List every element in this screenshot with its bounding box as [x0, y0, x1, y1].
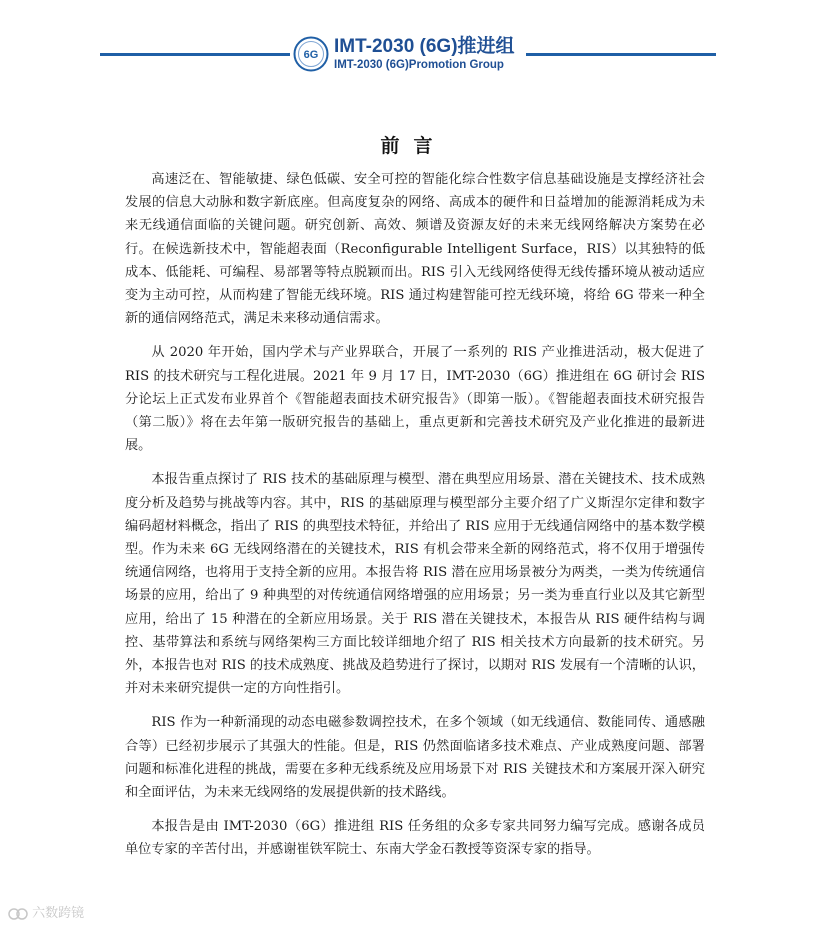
watermark-text: 六数跨镜 [32, 906, 85, 921]
paragraph: 本报告是由 IMT-2030（6G）推进组 RIS 任务组的众多专家共同努力编写完成。感谢各成员单位专家的辛苦付出，并感谢崔铁军院士、东南大学金石教授等资深专家的指导。 [125, 819, 705, 858]
paragraph: 本报告重点探讨了 RIS 技术的基础原理与模型、潜在典型应用场景、潜在关键技术、技术成熟度分析及趋势与挑战等内容。其中，RIS 的基础原理与模型部分主要介绍了广义斯涅尔定律和数字编码超材料概念，指出了 RIS 的典型技术特征，并给出了 RIS 应用于无线通信网络中的基本数学模型。作为未来 6G 无线网络潜在的关键技术，RIS 有机会带来全新的网络范式，将不仅用于增强传统通信网络，也将用于支持全新的应用。本报告将 RIS 潜在应用场景被分为两类，一类为传统通信场景的应用，给出了 9 种典型的对传统通信网络增强的应用场景；另一类为垂直行业以及其它新型应用，给出了 15 种潜在的全新应用场景。关于 RIS 潜在关键技术，本报告从 RIS 硬件结构与调控、基带算法和系统与网络架构三方面比较详细地介绍了 RIS 相关技术方向最新的技术研究。另外，本报告也对 RIS 的技术成熟度、挑战及趋势进行了探讨，以期对 RIS 发展有一个清晰的认识，并对未来研究提供一定的方向性指引。 [125, 472, 705, 697]
paragraph: 从 2020 年开始，国内学术与产业界联合，开展了一系列的 RIS 产业推进活动，极大促进了 RIS 的技术研究与工程化进展。2021 年 9 月 17 日，IMT-2030（6G）推进组在 6G 研讨会 RIS 分论坛上正式发布业界首个《智能超表面技术研究报告》（即第一版）。《智能超表面技术研究报告（第二版）》将在去年第一版研究报告的基础上，重点更新和完善技术研究及产业化推进的最新进展。 [125, 345, 705, 454]
org-name [334, 36, 515, 72]
paragraph: 高速泛在、智能敏捷、绿色低碳、安全可控的智能化综合性数字信息基础设施是支撑经济社会发展的信息大动脉和数字新底座。但高度复杂的网络、高成本的硬件和日益增加的能源消耗成为未来无线通信面临的关键问题。研究创新、高效、频谱及资源友好的未来无线网络解决方案势在必行。在候选新技术中，智能超表面（Reconfigurable Intelligent Surface，RIS）以其独特的低成本、低能耗、可编程、易部署等特点脱颖而出。RIS 引入无线网络使得无线传播环境从被动适应变为主动可控，从而构建了智能无线环境。RIS 通过构建智能可控无线环境，将给 6G 带来一种全新的通信网络范式，满足未来移动通信需求。 [125, 172, 705, 327]
header-rule-left [100, 53, 290, 56]
watermark [8, 902, 84, 921]
page-header [0, 30, 827, 80]
paragraph: RIS 作为一种新涌现的动态电磁参数调控技术，在多个领域（如无线通信、数能同传、通感融合等）已经初步展示了其强大的性能。但是，RIS 仍然面临诸多技术难点、产业成熟度问题、部署问题和标准化进程的挑战，需要在多种无线系统及应用场景下对 RIS 关键技术和方案展开深入研究和全面评估，为未来无线网络的发展提供新的技术路线。 [125, 715, 705, 801]
watermark-logo-icon [8, 907, 28, 921]
header-rule-right [526, 53, 716, 56]
org-name-en: IMT-2030 (6G)Promotion Group [334, 59, 504, 71]
imt2030-logo-icon [293, 36, 329, 72]
document-body [125, 168, 705, 873]
svg-text:6G: 6G [303, 49, 319, 61]
org-name-cn: IMT-2030 (6G)推进组 [334, 36, 515, 57]
page-title: 前言 [380, 135, 447, 157]
